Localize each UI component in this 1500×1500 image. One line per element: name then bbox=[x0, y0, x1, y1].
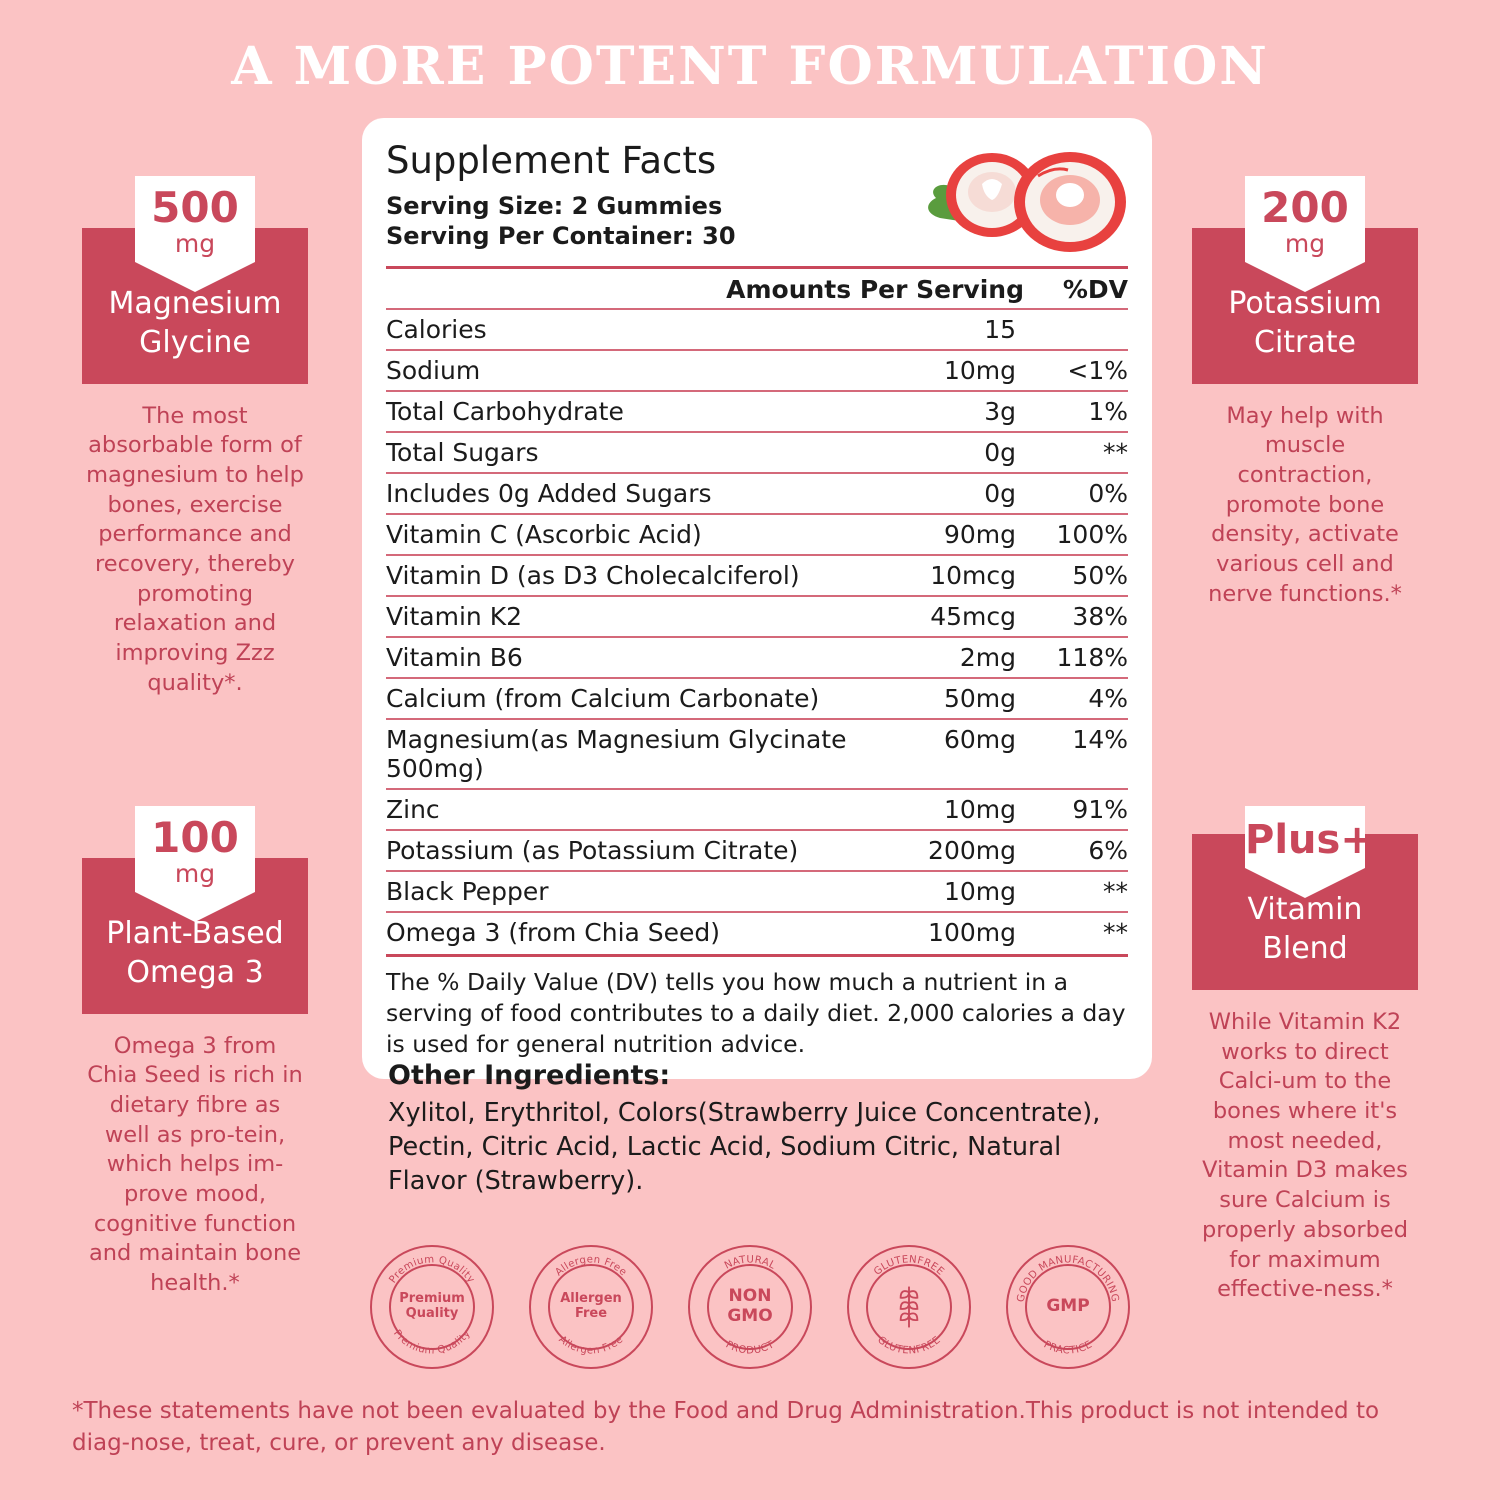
nutrient-dv: 38% bbox=[1024, 596, 1128, 637]
svg-text:GLUTENFREE bbox=[875, 1335, 943, 1357]
badge-amount: Plus+ bbox=[1245, 817, 1374, 863]
nutrient-amount: 50mg bbox=[866, 678, 1024, 719]
other-ingredients-text: Xylitol, Erythritol, Colors(Strawberry Juice Concentrate), Pectin, Citric Acid, Lactic Acid, Sodium Citric, Natural Flavor (Strawberry). bbox=[388, 1098, 1101, 1196]
badge-description: May help with muscle contraction, promote bone density, activate various cell and nerve functions.* bbox=[1208, 402, 1402, 607]
nutrient-name: Potassium (as Potassium Citrate) bbox=[386, 830, 866, 871]
badge-ribbon bbox=[1245, 176, 1365, 262]
nutrient-dv: 4% bbox=[1024, 678, 1128, 719]
seal-arc-bottom: Premium Quality bbox=[391, 1328, 473, 1357]
svg-text:PRACTICE bbox=[1042, 1339, 1095, 1356]
svg-text:Allergen Free bbox=[553, 1254, 628, 1278]
seal-arc-top: NATURAL bbox=[722, 1254, 778, 1272]
badge-unit: mg bbox=[174, 859, 216, 889]
table-row bbox=[386, 912, 1128, 952]
svg-text:Premium Quality bbox=[391, 1328, 473, 1357]
badge-name-line1: Plant-Based bbox=[106, 915, 284, 951]
seal-line1: GMP bbox=[1046, 1296, 1090, 1317]
seal-arc-bottom: GLUTENFREE bbox=[875, 1334, 943, 1357]
nutrient-amount: 200mg bbox=[866, 830, 1024, 871]
seal-line2: GMO bbox=[727, 1306, 773, 1326]
badge-ribbon bbox=[135, 806, 255, 892]
nutrient-name: Total Sugars bbox=[386, 432, 866, 473]
nutrient-dv bbox=[1024, 309, 1128, 350]
nutrient-amount: 15 bbox=[866, 309, 1024, 350]
table-row bbox=[386, 473, 1128, 514]
seal-arc-top: Allergen Free bbox=[553, 1254, 629, 1279]
badge-magnesium-glycine bbox=[82, 176, 308, 698]
facts-column-headers bbox=[386, 269, 1128, 308]
nutrient-name: Black Pepper bbox=[386, 871, 866, 912]
badge-potassium-citrate bbox=[1192, 176, 1418, 609]
table-row bbox=[386, 596, 1128, 637]
nutrient-dv: 14% bbox=[1024, 719, 1128, 789]
certification-seals bbox=[370, 1245, 1130, 1369]
table-row bbox=[386, 678, 1128, 719]
nutrient-dv: 6% bbox=[1024, 830, 1128, 871]
table-row bbox=[386, 789, 1128, 830]
svg-text:NATURAL bbox=[723, 1254, 777, 1271]
nutrient-amount: 2mg bbox=[866, 637, 1024, 678]
badge-ribbon bbox=[1245, 806, 1374, 868]
nutrient-amount: 60mg bbox=[866, 719, 1024, 789]
nutrient-amount: 10mcg bbox=[866, 555, 1024, 596]
premium-quality-seal-icon bbox=[370, 1245, 494, 1369]
strawberry-icon bbox=[920, 140, 1130, 265]
nutrient-amount: 3g bbox=[866, 391, 1024, 432]
nutrient-dv: ** bbox=[1024, 871, 1128, 912]
nutrient-dv: 1% bbox=[1024, 391, 1128, 432]
nutrient-amount: 100mg bbox=[866, 912, 1024, 952]
seal-line2: Quality bbox=[405, 1306, 459, 1321]
table-row bbox=[386, 871, 1128, 912]
badge-name-line2: Glycine bbox=[139, 324, 251, 360]
badge-description: While Vitamin K2 works to direct Calci-um to the bones where it's most needed, Vitamin D3 makes sure Calcium is properly absorbed for maximum effective-ness.* bbox=[1201, 1009, 1409, 1303]
badge-name-line1: Vitamin bbox=[1247, 892, 1363, 927]
fda-disclaimer: *These statements have not been evaluated by the Food and Drug Administration.This product is not intended to diag-nose, treat, cure, or prevent any disease. bbox=[72, 1398, 1380, 1456]
badge-name-line2: Omega 3 bbox=[126, 954, 264, 990]
nutrient-dv: 0% bbox=[1024, 473, 1128, 514]
badge-amount: 500 bbox=[151, 183, 239, 232]
nutrient-dv: 100% bbox=[1024, 514, 1128, 555]
nutrient-amount: 0g bbox=[866, 473, 1024, 514]
amounts-per-serving-header: Amounts Per Serving bbox=[726, 274, 1024, 304]
svg-text:Premium Quality bbox=[387, 1254, 476, 1285]
seal-arc-bottom: PRODUCT bbox=[723, 1339, 777, 1357]
daily-value-footnote: The % Daily Value (DV) tells you how much a nutrient in a serving of food contributes to a daily diet. 2,000 calories a day is used for general nutrition advice. bbox=[386, 967, 1126, 1059]
nutrient-name: Total Carbohydrate bbox=[386, 391, 866, 432]
seal-line1: NON bbox=[728, 1286, 772, 1307]
nutrient-dv: 50% bbox=[1024, 555, 1128, 596]
nutrient-dv: ** bbox=[1024, 912, 1128, 952]
dv-header: %DV bbox=[1062, 274, 1128, 304]
table-row bbox=[386, 391, 1128, 432]
table-row bbox=[386, 514, 1128, 555]
other-ingredients-section bbox=[388, 1060, 1128, 1199]
serving-size: Serving Size: 2 Gummies bbox=[386, 191, 723, 220]
page-title: A MORE POTENT FORMULATION bbox=[231, 36, 1269, 97]
table-row bbox=[386, 432, 1128, 473]
nutrient-amount: 10mg bbox=[866, 350, 1024, 391]
supplement-facts-table bbox=[386, 308, 1128, 952]
nutrient-name: Vitamin D (as D3 Cholecalciferol) bbox=[386, 555, 866, 596]
nutrient-name: Sodium bbox=[386, 350, 866, 391]
badge-ribbon bbox=[135, 176, 255, 262]
nutrient-amount: 90mg bbox=[866, 514, 1024, 555]
seal-line1: Allergen bbox=[560, 1291, 622, 1307]
serving-per-container: Serving Per Container: 30 bbox=[386, 222, 736, 251]
supplement-facts-panel bbox=[362, 118, 1152, 1079]
table-row bbox=[386, 309, 1128, 350]
gmp-seal-icon bbox=[1006, 1245, 1130, 1369]
badge-vitamin-blend bbox=[1192, 806, 1418, 1305]
svg-text:GLUTENFREE bbox=[872, 1254, 946, 1278]
badge-amount: 200 bbox=[1261, 183, 1349, 232]
supplement-facts-title: Supplement Facts bbox=[386, 139, 717, 182]
badge-name-line2: Citrate bbox=[1254, 324, 1356, 360]
svg-text:PRODUCT bbox=[724, 1339, 777, 1356]
table-row bbox=[386, 830, 1128, 871]
svg-text:Allergen Free bbox=[556, 1334, 625, 1356]
svg-text:GOOD MANUFACTURING bbox=[1016, 1254, 1121, 1303]
badge-unit: mg bbox=[1284, 229, 1326, 259]
allergen-free-seal-icon bbox=[529, 1245, 653, 1369]
seal-arc-top: Premium Quality bbox=[387, 1254, 477, 1286]
badge-name-line1: Magnesium bbox=[108, 285, 282, 321]
table-row bbox=[386, 637, 1128, 678]
nutrient-dv: ** bbox=[1024, 432, 1128, 473]
nutrient-name: Includes 0g Added Sugars bbox=[386, 473, 866, 514]
nutrient-name: Vitamin B6 bbox=[386, 637, 866, 678]
seal-arc-top: GLUTENFREE bbox=[872, 1254, 946, 1278]
gluten-free-seal-icon bbox=[847, 1245, 971, 1369]
badge-plant-based-omega-3 bbox=[82, 806, 308, 1299]
badge-name-line1: Potassium bbox=[1228, 285, 1382, 321]
seal-line2: Free bbox=[574, 1306, 608, 1321]
nutrient-amount: 0g bbox=[866, 432, 1024, 473]
table-row bbox=[386, 350, 1128, 391]
badge-description: Omega 3 from Chia Seed is rich in dietary fibre as well as pro-tein, which helps im-prove mood, cognitive function and maintain bone health.* bbox=[87, 1032, 303, 1297]
nutrient-dv: 91% bbox=[1024, 789, 1128, 830]
table-row bbox=[386, 719, 1128, 789]
other-ingredients-heading: Other Ingredients: bbox=[388, 1060, 671, 1091]
seal-arc-top: GOOD MANUFACTURING bbox=[1015, 1254, 1121, 1304]
badge-unit: mg bbox=[174, 229, 216, 259]
nutrient-name: Calories bbox=[386, 309, 866, 350]
nutrient-name: Vitamin C (Ascorbic Acid) bbox=[386, 514, 866, 555]
non-gmo-seal-icon bbox=[688, 1245, 812, 1369]
nutrient-name: Magnesium(as Magnesium Glycinate 500mg) bbox=[386, 719, 866, 789]
nutrient-name: Calcium (from Calcium Carbonate) bbox=[386, 678, 866, 719]
seal-line1: Premium bbox=[399, 1291, 465, 1307]
badge-description: The most absorbable form of magnesium to help bones, exercise performance and recovery, thereby promoting relaxation and improving Zzz quality*. bbox=[86, 402, 304, 696]
nutrient-amount: 10mg bbox=[866, 871, 1024, 912]
nutrient-amount: 45mcg bbox=[866, 596, 1024, 637]
nutrient-name: Zinc bbox=[386, 789, 866, 830]
table-row bbox=[386, 555, 1128, 596]
seal-arc-bottom: PRACTICE bbox=[1041, 1339, 1095, 1357]
badge-amount: 100 bbox=[151, 813, 239, 862]
nutrient-name: Omega 3 (from Chia Seed) bbox=[386, 912, 866, 952]
nutrient-name: Vitamin K2 bbox=[386, 596, 866, 637]
seal-arc-bottom: Allergen Free bbox=[556, 1334, 626, 1357]
nutrient-dv: <1% bbox=[1024, 350, 1128, 391]
nutrient-amount: 10mg bbox=[866, 789, 1024, 830]
badge-name-line2: Blend bbox=[1262, 931, 1348, 966]
nutrient-dv: 118% bbox=[1024, 637, 1128, 678]
